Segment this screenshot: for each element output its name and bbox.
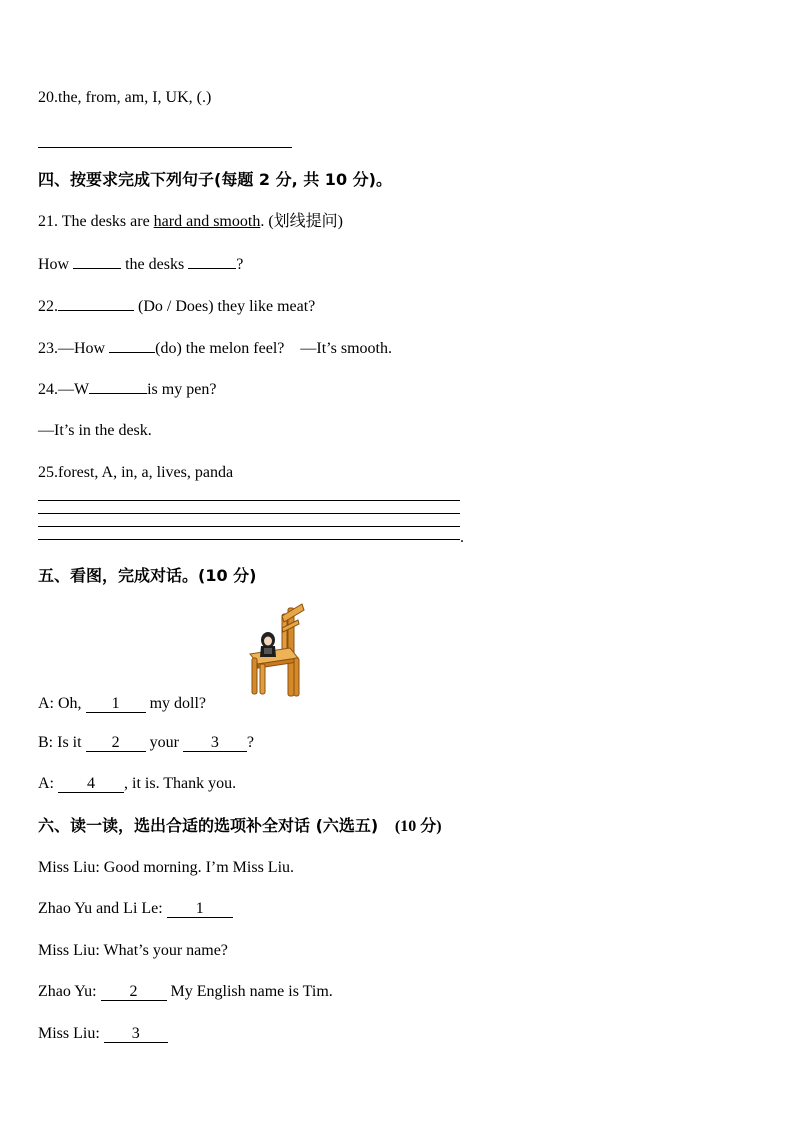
blank-6-1[interactable]: 1	[167, 901, 233, 918]
dialog6-speaker-5: Miss Liu:	[38, 1025, 100, 1042]
dialog5-a1-post: my doll?	[145, 695, 206, 712]
question-25: 25.forest, A, in, a, lives, panda	[38, 464, 234, 481]
dialog5-b-pre: B: Is it	[38, 734, 86, 751]
dialog6-speaker-3: Miss Liu:	[38, 942, 100, 959]
question-24-post: is my pen?	[147, 381, 217, 398]
dialog5-line-a2	[38, 774, 236, 794]
question-24	[38, 379, 216, 400]
dialog6-speaker-4: Zhao Yu:	[38, 983, 97, 1000]
blank-21a[interactable]	[73, 254, 121, 269]
section-6-title	[38, 816, 442, 837]
question-21	[38, 212, 343, 232]
dialog5-a2-pre: A:	[38, 775, 58, 792]
dialog5-a1-pre: A: Oh,	[38, 695, 86, 712]
question-21-post: . (划线提问)	[260, 213, 343, 230]
dialog6-text-4: My English name is Tim.	[166, 983, 333, 1000]
how-word: How	[38, 256, 70, 273]
question-24-answer: —It’s in the desk.	[38, 422, 152, 439]
dialog6-line-4	[38, 982, 333, 1002]
dialog5-b-mid: your	[145, 734, 183, 751]
question-25-period: .	[460, 529, 464, 546]
blank-6-3[interactable]: 3	[104, 1026, 168, 1043]
answer-line-25c[interactable]	[38, 526, 460, 527]
answer-line-25b[interactable]	[38, 513, 460, 514]
answer-line-20[interactable]	[38, 147, 292, 148]
question-21-underlined: hard and smooth	[153, 213, 261, 230]
blank-5-3[interactable]: 3	[183, 735, 247, 752]
question-20: 20.the, from, am, I, UK, (.)	[38, 89, 212, 106]
blank-5-1[interactable]: 1	[86, 696, 146, 713]
question-mark: ?	[236, 256, 244, 273]
question-21-answer	[38, 254, 243, 275]
dialog5-a2-post: , it is. Thank you.	[124, 775, 237, 792]
answer-line-25d[interactable]	[38, 539, 460, 540]
dialog5-line-a1	[38, 694, 206, 714]
blank-22[interactable]	[58, 296, 134, 311]
question-23-post: —It’s smooth.	[300, 340, 392, 357]
blank-21b[interactable]	[188, 254, 236, 269]
blank-23[interactable]	[109, 338, 155, 353]
question-22-text: (Do / Does) they like meat?	[134, 298, 316, 315]
question-23-pre: 23.—How	[38, 340, 110, 357]
chair-doll-image	[246, 602, 308, 698]
question-21-pre: . The desks are	[54, 213, 154, 230]
dialog6-line-3	[38, 941, 228, 961]
dialog5-b-post: ?	[246, 734, 254, 751]
question-23-mid: (do) the melon feel?	[155, 340, 285, 357]
dialog6-line-5	[38, 1024, 168, 1044]
answer-line-25a[interactable]	[38, 500, 460, 501]
dialog6-text-1: Good morning. I’m Miss Liu.	[99, 859, 295, 876]
section-5-title: 五、看图，完成对话。(10 分)	[38, 566, 257, 585]
dialog6-line-1	[38, 858, 294, 878]
dialog5-line-b	[38, 733, 254, 753]
section-6-title-text: 六、读一读，选出合适的选项补全对话 (六选五)	[38, 816, 379, 835]
question-23	[38, 338, 392, 359]
dialog6-speaker-1: Miss Liu:	[38, 859, 100, 876]
section-4-title: 四、按要求完成下列句子(每题 2 分, 共 10 分)。	[38, 170, 392, 189]
question-24-pre: 24.—W	[38, 381, 90, 398]
question-22-number: 22.	[38, 298, 58, 315]
dialog6-text-3: What’s your name?	[99, 942, 228, 959]
dialog6-line-2	[38, 899, 233, 919]
question-21-number: 21	[38, 213, 54, 230]
dialog6-speaker-2: Zhao Yu and Li Le:	[38, 900, 163, 917]
blank-5-2[interactable]: 2	[86, 735, 146, 752]
blank-24[interactable]	[89, 379, 147, 394]
blank-5-4[interactable]: 4	[58, 776, 124, 793]
question-22	[38, 296, 315, 317]
the-desks-word: the desks	[125, 256, 185, 273]
section-6-score: (10 分)	[394, 818, 442, 835]
blank-6-2[interactable]: 2	[101, 984, 167, 1001]
